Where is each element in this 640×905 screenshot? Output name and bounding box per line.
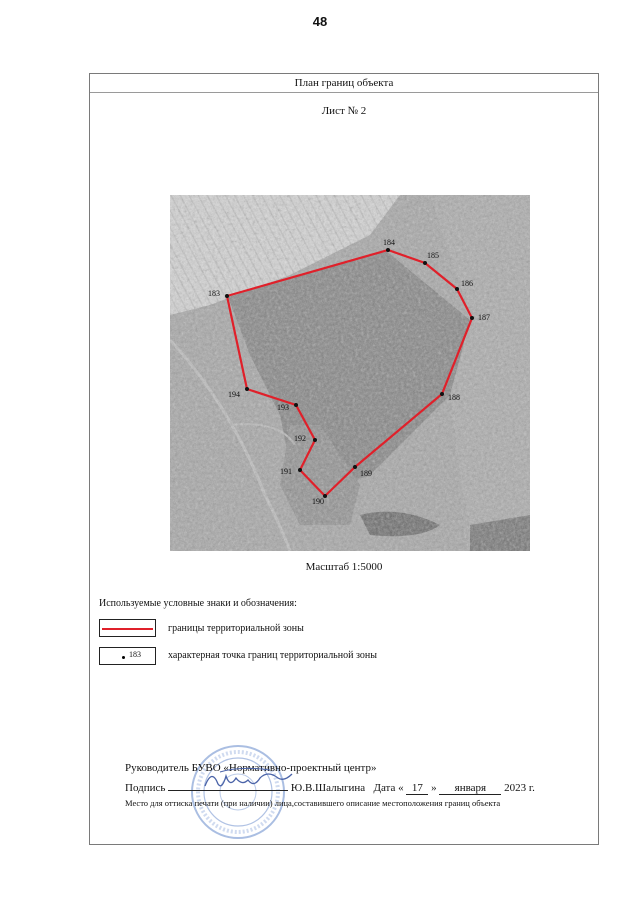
point-label: 189 bbox=[360, 469, 372, 478]
point-marker-swatch bbox=[122, 656, 125, 659]
map-svg bbox=[170, 195, 530, 551]
boundary-point bbox=[470, 316, 474, 320]
date-day: 17 bbox=[406, 782, 428, 795]
boundary-line-swatch bbox=[102, 628, 153, 630]
point-label: 192 bbox=[294, 434, 306, 443]
stamp-note: Место для оттиска печати (при наличии) лица,составившего описание местоположения границ объекта bbox=[125, 798, 501, 808]
sign-line bbox=[125, 778, 535, 795]
point-label: 190 bbox=[312, 497, 324, 506]
head-line: Руководитель БУВО «Нормативно-проектный центр» bbox=[125, 762, 377, 774]
legend-point-label: характерная точка границ территориальной зоны bbox=[168, 650, 377, 661]
sheet-number: Лист № 2 bbox=[321, 105, 367, 117]
boundary-point bbox=[294, 403, 298, 407]
map-scale: Масштаб 1:5000 bbox=[305, 561, 383, 573]
boundary-point bbox=[313, 438, 317, 442]
boundary-point bbox=[298, 468, 302, 472]
sign-label: Подпись bbox=[125, 782, 166, 794]
boundary-point bbox=[225, 294, 229, 298]
aerial-map bbox=[170, 195, 530, 551]
point-label: 185 bbox=[427, 251, 439, 260]
legend-point-symbol bbox=[99, 647, 156, 665]
point-symbol-number: 183 bbox=[129, 650, 141, 659]
page-number: 48 bbox=[312, 14, 328, 29]
handwritten-signature bbox=[200, 764, 295, 794]
point-label: 194 bbox=[228, 390, 240, 399]
point-label: 187 bbox=[478, 313, 490, 322]
grain-overlay bbox=[170, 195, 530, 551]
boundary-point bbox=[455, 287, 459, 291]
boundary-point bbox=[245, 387, 249, 391]
point-label: 193 bbox=[277, 403, 289, 412]
date-month: января bbox=[439, 782, 501, 795]
point-label: 188 bbox=[448, 393, 460, 402]
point-label: 191 bbox=[280, 467, 292, 476]
date-year: 2023 г. bbox=[504, 782, 535, 794]
signer-name: Ю.В.Шалыгина bbox=[290, 782, 366, 794]
plan-title: План границ объекта bbox=[90, 74, 598, 93]
legend-line-label: границы территориальной зоны bbox=[168, 623, 304, 634]
boundary-point bbox=[386, 248, 390, 252]
point-label: 184 bbox=[383, 238, 395, 247]
point-label: 186 bbox=[461, 279, 473, 288]
date-label: Дата « bbox=[373, 782, 404, 794]
boundary-point bbox=[440, 392, 444, 396]
date-mid: » bbox=[431, 782, 437, 794]
plan-frame bbox=[89, 73, 599, 845]
boundary-point bbox=[423, 261, 427, 265]
boundary-point bbox=[353, 465, 357, 469]
legend-title: Используемые условные знаки и обозначения: bbox=[99, 598, 297, 609]
legend-line-symbol bbox=[99, 619, 156, 637]
point-label: 183 bbox=[208, 289, 220, 298]
